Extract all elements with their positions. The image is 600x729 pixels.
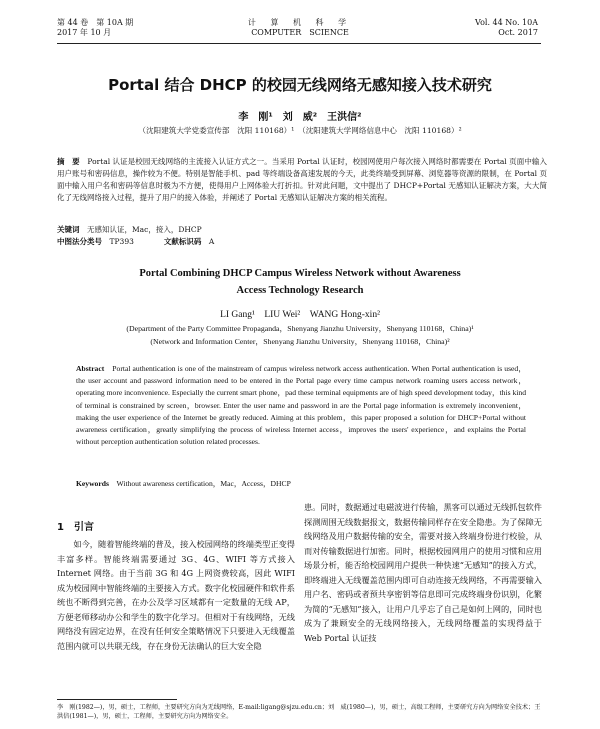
classification-label: 中图法分类号 (57, 237, 102, 246)
volume-issue: 第 44 卷 第 10A 期 (57, 18, 134, 27)
keywords-en-text: Without awareness certification，Mac，Access，DHCP (116, 479, 291, 488)
journal-name-en: COMPUTER SCIENCE (251, 28, 349, 37)
abstract-en-label: Abstract (76, 364, 105, 373)
authors-cn: 李 刚¹ 刘 威² 王洪信² (238, 112, 362, 123)
paper-title-en (0, 265, 600, 299)
affiliation-en-line1: (Department of the Party Committee Propaganda，Shenyang Jianzhu University，Shenyang 110168，China)¹ (126, 324, 474, 333)
authors-en: LI Gang¹ LIU Wei² WANG Hong-xin² (220, 310, 380, 320)
section-heading-introduction: 1 引言 (57, 522, 94, 533)
classification-code: TP393 (109, 237, 134, 246)
keywords-en (76, 478, 291, 489)
abstract-cn-label: 摘 要 (57, 157, 80, 166)
title-en-line1: Portal Combining DHCP Campus Wireless Network without Awareness (139, 268, 461, 279)
footnote-rule (57, 699, 177, 700)
affiliation-en-line2: (Network and Information Center，Shenyang Jianzhu University，Shenyang 110168，China)² (150, 337, 450, 346)
volume-issue-en: Vol. 44 No. 10A (475, 18, 538, 27)
affiliation-en (0, 322, 600, 348)
title-en-line2: Access Technology Research (236, 285, 364, 296)
affiliation-cn: （沈阳建筑大学党委宣传部 沈阳 110168）¹ （沈阳建筑大学网络信息中心 沈阳 110168）² (138, 126, 462, 135)
paper-title-cn: Portal 结合 DHCP 的校园无线网络无感知接入技术研究 (108, 76, 492, 94)
abstract-en-text: Portal authentication is one of the mainstream of campus wireless network access authentication. When Portal authentication is used，the user account and password information need to be entered in the Portal page every time campus network roaming users access network，operating more inconvenience. Especially the current smart phone，pad these terminal equipments are of high speed development today，this kind of terminal is constrained by screen，browser. Enter the user name and password in are the Portal page information is extremely inconvenient，making the user experience of the Internet be greatly reduced. Aiming at this problem，this paper proposed a solution for DHCP+Portal without awareness certification，greatly simplifying the process of wireless Internet access，improves the users' experience，and explains the Portal without perception authentication solution related processes. (76, 364, 526, 447)
keywords-en-label: Keywords (76, 479, 109, 488)
abstract-en (76, 363, 526, 448)
abstract-cn (57, 156, 547, 204)
author-footnote: 李 刚(1982—)，男，硕士，工程师，主要研究方向为无线网络，E-mail:ligang@sjzu.edu.cn；刘 威(1980—)，男，硕士，高级工程师，主要研究方向为网络安全技术；王洪信(1981—)，男，硕士，工程师，主要研究方向为网络安全。 (57, 704, 541, 720)
issue-date-en: Oct. 2017 (498, 28, 538, 37)
journal-volume-header-en (475, 18, 538, 38)
keywords-cn-label: 关键词 (57, 225, 80, 234)
doc-code: A (208, 237, 215, 246)
abstract-cn-text: Portal 认证是校园无线网络的主流接入认证方式之一。当采用 Portal 认证时，校园网使用户每次接入网络时都需要在 Portal 页面中输入用户账号和密码信息，操作较为不便。特别是智能手机、pad 等终端设备高速发展的今天，此类终端受到屏幕、浏览器等资源的限制，在 Portal 页面中输入用户名和密码等信息时极为不方便，使得用户上网体验大打折扣。针对此问题，文中提出了 DHCP+Portal 无感知认证解决方案，大大简化了无线网络接入过程，提升了用户的接入体验，并阐述了 Portal 无感知认证解决方案的相关流程。 (57, 157, 548, 202)
journal-name-cn: 计 算 机 科 学 (247, 18, 353, 27)
body-column-right: 患。同时，数据通过电磁波进行传输，黑客可以通过无线抓包软件探测周围无线数据报文，数据传输同样存在安全隐患。为了保障无线网络及用户数据传输的安全，需要对接入终端身份进行校验，从而对传输数据进行加密。同时，根据校园网用户的使用习惯和应用场景分析，能否给校园网用户提供一种快速“无感知”的接入方式，即终端进入无线覆盖范围内即可自动连接无线网络，不再需要输入用户名、密码或者预共享密钥等信息即可完成终端身份识别，化繁为简的“无感知”接入，让用户几乎忘了自己是如何上网的，同时也成为了兼顾安全的无线网络接入，无线网络覆盖的实现得益于 Web Portal 认证技 (304, 502, 542, 643)
classification-line (57, 236, 214, 247)
body-column-left: 如今，随着智能终端的普及，接入校园网络的终端类型正变得丰富多样。智能终端需要通过 3G、4G、WIFI 等方式接入 Internet 网络。由于当前 3G 和 4G 上网资费较高，因此 WIFI 成为校园网中智能终端的主要接入方式。数字化校园硬件和软件系统也不断得到完善，在办公及学习区域都有一定数量的无线 AP，方便老师移动办公和学生的数字化学习。但相对于有线网络，无线网络没有固定边界，在没有任何安全策略情况下只要进入无线覆盖范围内就可以共联无线，存在身份无法确认的巨大安全隐 (57, 539, 295, 651)
keywords-cn (57, 224, 202, 235)
keywords-cn-text: 无感知认证，Mac，接入，DHCP (87, 225, 202, 234)
issue-date: 2017 年 10 月 (57, 28, 112, 37)
header-rule (57, 43, 541, 44)
doc-code-label: 文献标识码 (163, 237, 202, 246)
